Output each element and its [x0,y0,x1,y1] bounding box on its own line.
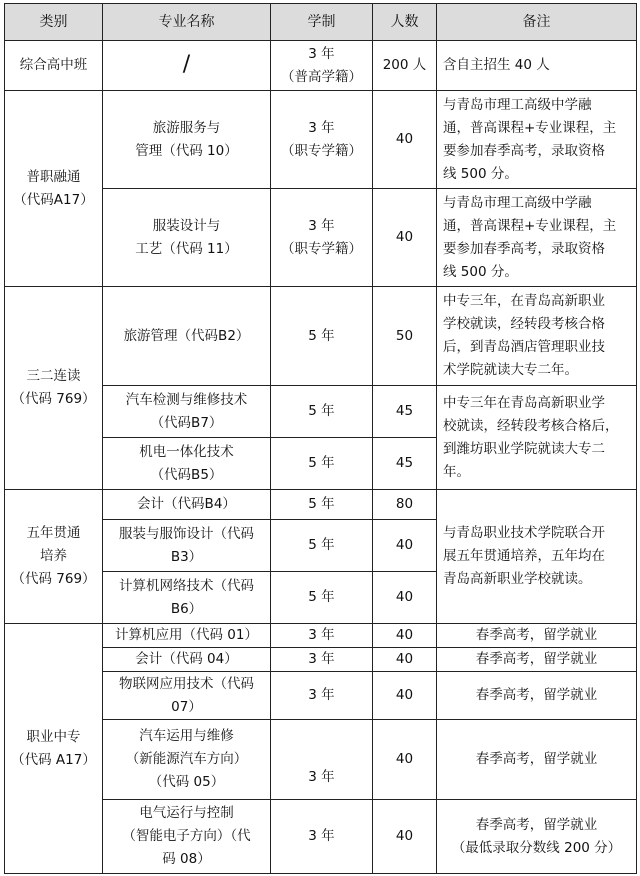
count-cell: 40 [373,189,437,287]
notes-cell: 中专三年在青岛高新职业学 校就读，经转段考核合格后， 到潍坊职业学院就读大专二 年。 [437,386,637,490]
header-count: 人数 [373,4,437,41]
category-cell: 普职融通 （代码A17） [5,91,103,287]
duration-cell: 3 年 [271,624,373,648]
major-cell: 会计（代码B4） [103,490,271,520]
notes-cell: 春季高考，留学就业 （最低录取分数线 200 分） [437,800,637,874]
count-cell: 80 [373,490,437,520]
notes-cell: 含自主招生 40 人 [437,41,637,91]
notes-cell: 与青岛市理工高级中学融 通，普高课程+专业课程，主 要参加春季高考，录取资格 线 500 分。 [437,189,637,287]
major-cell: 电气运行与控制 （智能电子方向）（代 码 08） [103,800,271,874]
major-cell: 服装设计与 工艺（代码 11） [103,189,271,287]
category-cell: 职业中专 （代码 A17） [5,624,103,874]
notes-cell: 春季高考，留学就业 [437,672,637,720]
count-cell: 40 [373,572,437,624]
count-cell: 200 人 [373,41,437,91]
major-cell: / [103,41,271,91]
header-duration: 学制 [271,4,373,41]
notes-cell: 与青岛职业技术学院联合开 展五年贯通培养，五年均在 青岛高新职业学校就读。 [437,490,637,624]
major-cell: 物联网应用技术（代码 07） [103,672,271,720]
major-cell: 机电一体化技术 （代码B5） [103,438,271,490]
table-row [5,41,637,91]
count-cell: 40 [373,91,437,189]
major-cell: 汽车运用与维修 （新能源汽车方向） （代码 05） [103,720,271,800]
table-row [5,91,637,189]
duration-cell: 5 年 [271,438,373,490]
count-cell: 40 [373,800,437,874]
major-cell: 汽车检测与维修技术 （代码B7） [103,386,271,438]
notes-cell: 春季高考，留学就业 [437,624,637,648]
table-row [5,624,637,648]
major-cell: 计算机网络技术（代码 B6） [103,572,271,624]
enrollment-table [4,3,637,874]
major-cell: 会计（代码 04） [103,648,271,672]
category-cell: 三二连读 （代码 769） [5,287,103,490]
duration-cell: 5 年 [271,386,373,438]
table-row [5,287,637,386]
category-cell: 综合高中班 [5,41,103,91]
major-cell: 旅游管理（代码B2） [103,287,271,386]
notes-cell: 春季高考，留学就业 [437,720,637,800]
category-cell: 五年贯通 培养 （代码 769） [5,490,103,624]
duration-cell: 3 年 [271,672,373,720]
count-cell: 40 [373,648,437,672]
major-cell: 服装与服饰设计（代码 B3） [103,520,271,572]
notes-cell: 与青岛市理工高级中学融 通，普高课程+专业课程，主 要参加春季高考，录取资格 线 500 分。 [437,91,637,189]
count-cell: 45 [373,386,437,438]
major-cell: 计算机应用（代码 01） [103,624,271,648]
header-row [5,4,637,41]
duration-cell: 5 年 [271,572,373,624]
table-row [5,490,637,520]
count-cell: 50 [373,287,437,386]
count-cell: 45 [373,438,437,490]
header-category: 类别 [5,4,103,41]
duration-cell: 3 年 [271,720,373,800]
duration-cell: 3 年 （普高学籍） [271,41,373,91]
duration-cell: 3 年 （职专学籍） [271,189,373,287]
duration-cell: 3 年 [271,800,373,874]
duration-cell: 3 年 （职专学籍） [271,91,373,189]
duration-cell: 3 年 [271,648,373,672]
header-notes: 备注 [437,4,637,41]
duration-cell: 5 年 [271,490,373,520]
count-cell: 40 [373,520,437,572]
count-cell: 40 [373,672,437,720]
duration-cell: 5 年 [271,287,373,386]
count-cell: 40 [373,624,437,648]
duration-cell: 5 年 [271,520,373,572]
notes-cell: 中专三年，在青岛高新职业 学校就读，经转段考核合格 后，到青岛酒店管理职业技 术学院就读大专二年。 [437,287,637,386]
major-cell: 旅游服务与 管理（代码 10） [103,91,271,189]
notes-cell: 春季高考，留学就业 [437,648,637,672]
header-major: 专业名称 [103,4,271,41]
count-cell: 40 [373,720,437,800]
